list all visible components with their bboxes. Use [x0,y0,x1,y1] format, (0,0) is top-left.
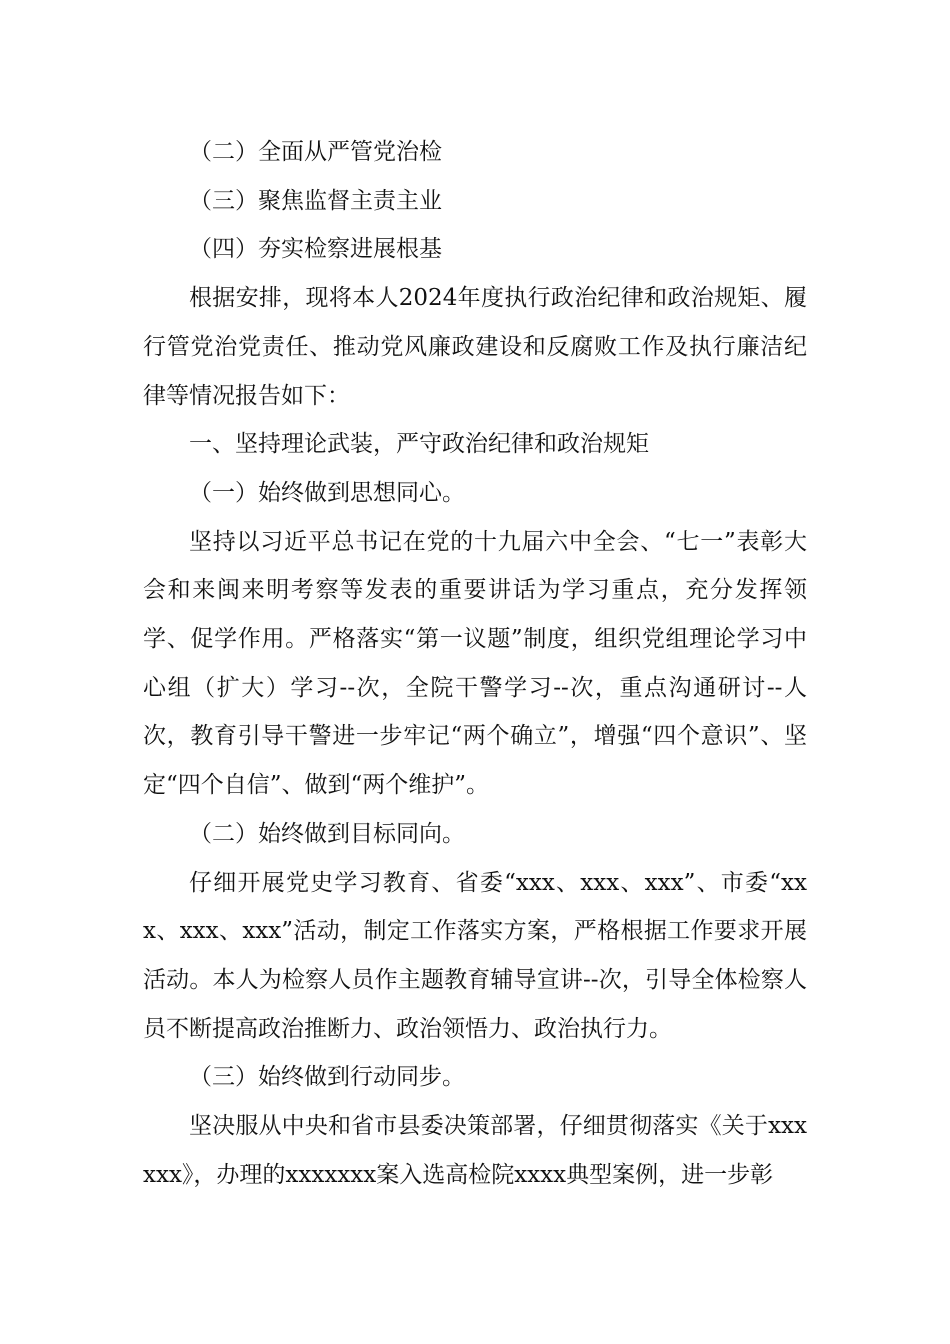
section-heading-2: （二）全面从严管党治检 [189,139,442,165]
section-heading-4: （四）夯实检察进展根基 [189,236,442,263]
document-body [143,128,807,1199]
section-heading-3: （三）聚焦监督主责主业 [189,187,442,214]
body-paragraph-2: 仔细开展党史学习教育、省委“xxx、xxx、xxx”、市委“xxx、xxx、xxx”活动，制定工作落实方案，严格根据工作要求开展活动。本人为检察人员作主题教育辅导宣讲--次，引导全体检察人员不断提高政治推断力、政治领悟力、政治执行力。 [143,869,807,1042]
subheading-3: （三）始终做到行动同步。 [189,1064,465,1091]
subheading-2: （二）始终做到目标同向。 [189,820,465,847]
subheading-1: （一）始终做到思想同心。 [189,479,465,506]
chapter-heading-1: 一、坚持理论武装，严守政治纪律和政治规矩 [189,431,649,458]
intro-paragraph: 根据安排，现将本人2024年度执行政治纪律和政治规矩、履行管党治党责任、推动党风廉政建设和反腐败工作及执行廉洁纪律等情况报告如下： [143,285,807,409]
body-paragraph-3: 坚决服从中央和省市县委决策部署，仔细贯彻落实《关于xxxxxx》，办理的xxxxxxx案入选高检院xxxx典型案例，进一步彰 [143,1113,807,1188]
body-paragraph-1: 坚持以习近平总书记在党的十九届六中全会、“七一”表彰大会和来闽来明考察等发表的重要讲话为学习重点，充分发挥领学、促学作用。严格落实“第一议题”制度，组织党组理论学习中心组（扩大）学习--次，全院干警学习--次，重点沟通研讨--人次，教育引导干警进一步牢记“两个确立”，增强“四个意识”、坚定“四个自信”、做到“两个维护”。 [143,528,807,799]
